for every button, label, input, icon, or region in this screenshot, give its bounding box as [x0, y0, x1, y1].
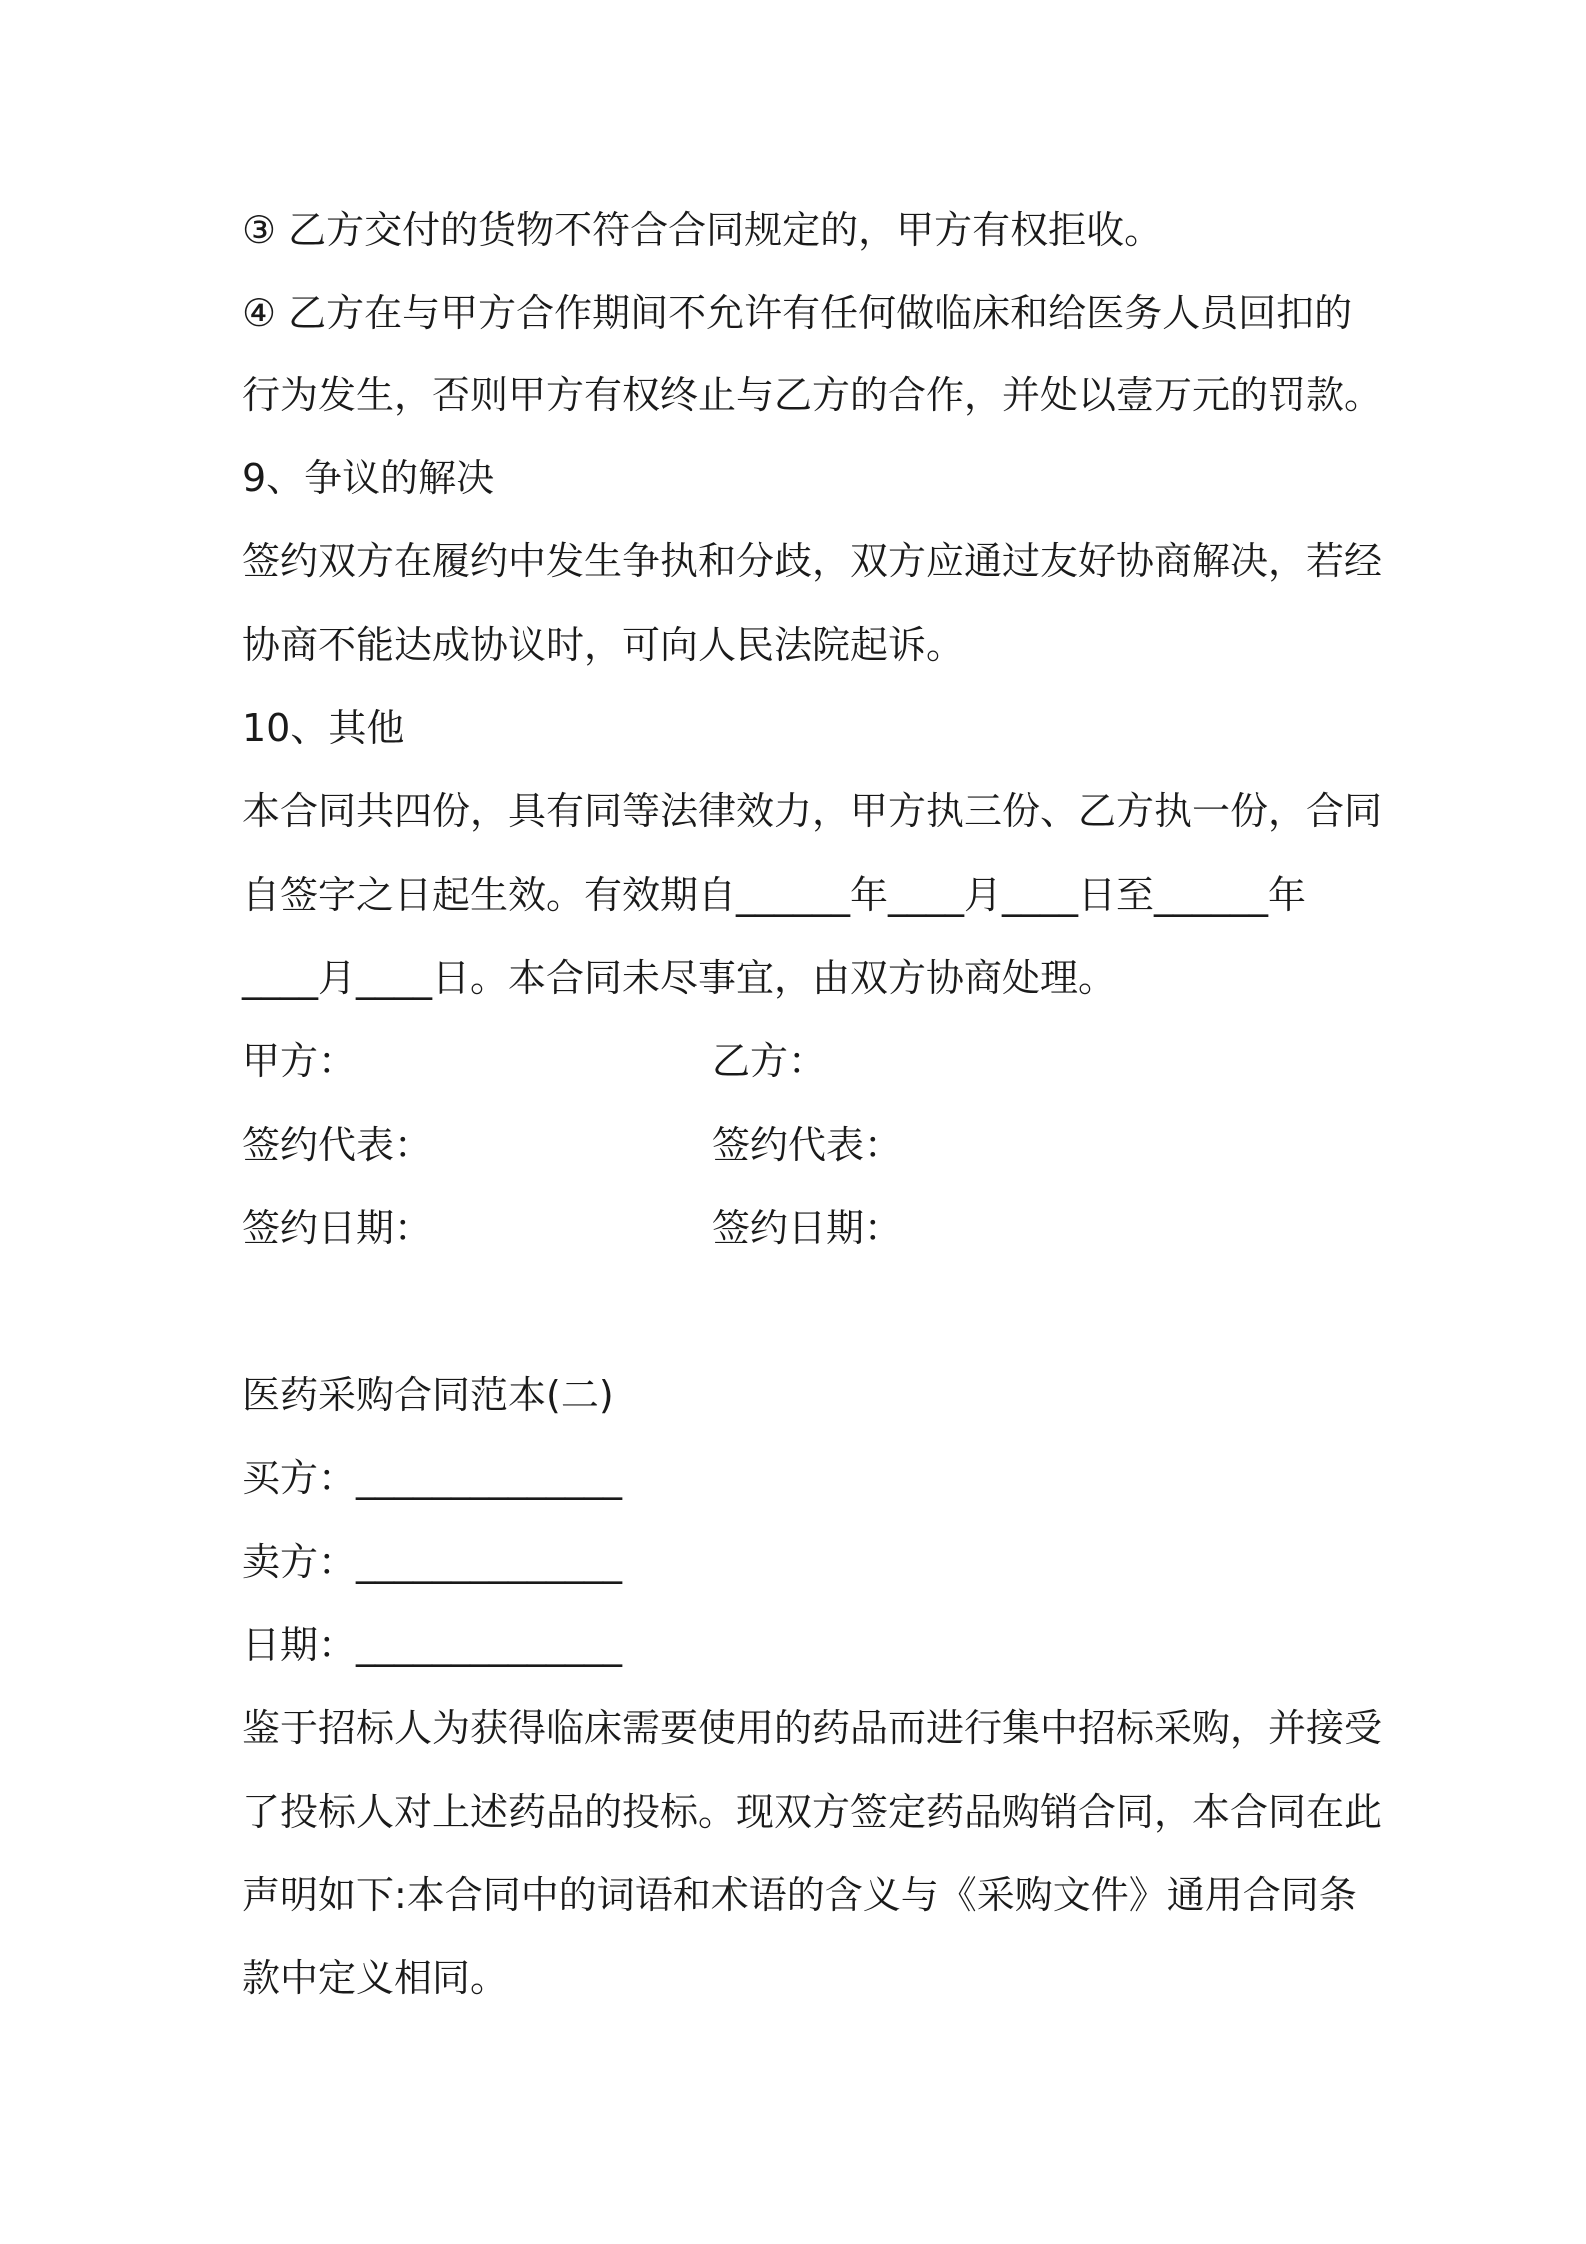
party-b-representative-label: 签约代表：: [712, 1123, 903, 1167]
section-9-body-line-1: 签约双方在履约中发生争执和分歧，双方应通过友好协商解决，若经: [242, 539, 1383, 583]
contract-two-intro-line-1: 鉴于招标人为获得临床需要使用的药品而进行集中招标采购，并接受: [242, 1706, 1383, 1750]
section-9-body-line-2: 协商不能达成协议时，可向人民法院起诉。: [242, 623, 965, 667]
party-b-label: 乙方：: [712, 1039, 827, 1083]
buyer-field: 买方：______________: [242, 1456, 623, 1500]
seller-field: 卖方：______________: [242, 1540, 623, 1584]
contract-two-intro-line-2: 了投标人对上述药品的投标。现双方签定药品购销合同，本合同在此: [242, 1790, 1383, 1834]
clause-item-3: ③ 乙方交付的货物不符合合同规定的，甲方有权拒收。: [242, 208, 1163, 252]
party-b-date-label: 签约日期：: [712, 1206, 903, 1250]
contract-two-intro-line-4: 款中定义相同。: [242, 1956, 509, 2000]
contract-two-title: 医药采购合同范本(二): [242, 1373, 614, 1417]
date-field: 日期：______________: [242, 1623, 623, 1667]
contract-two-intro-line-3: 声明如下:本合同中的词语和术语的含义与《采购文件》通用合同条: [242, 1873, 1357, 1917]
party-a-label: 甲方：: [242, 1039, 357, 1083]
party-a-date-label: 签约日期：: [242, 1206, 433, 1250]
section-10-body-line-3: ____月____日。本合同未尽事宜，由双方协商处理。: [242, 956, 1117, 1000]
section-9-heading: 9、争议的解决: [242, 456, 495, 500]
clause-item-4-line-2: 行为发生，否则甲方有权终止与乙方的合作，并处以壹万元的罚款。: [242, 373, 1383, 417]
party-a-representative-label: 签约代表：: [242, 1123, 433, 1167]
section-10-body-line-1: 本合同共四份，具有同等法律效力，甲方执三份、乙方执一份，合同: [242, 789, 1383, 833]
section-10-heading: 10、其他: [242, 706, 405, 750]
clause-item-4-line-1: ④ 乙方在与甲方合作期间不允许有任何做临床和给医务人员回扣的: [242, 291, 1353, 335]
section-10-body-line-2: 自签字之日起生效。有效期自______年____月____日至______年: [242, 873, 1307, 917]
